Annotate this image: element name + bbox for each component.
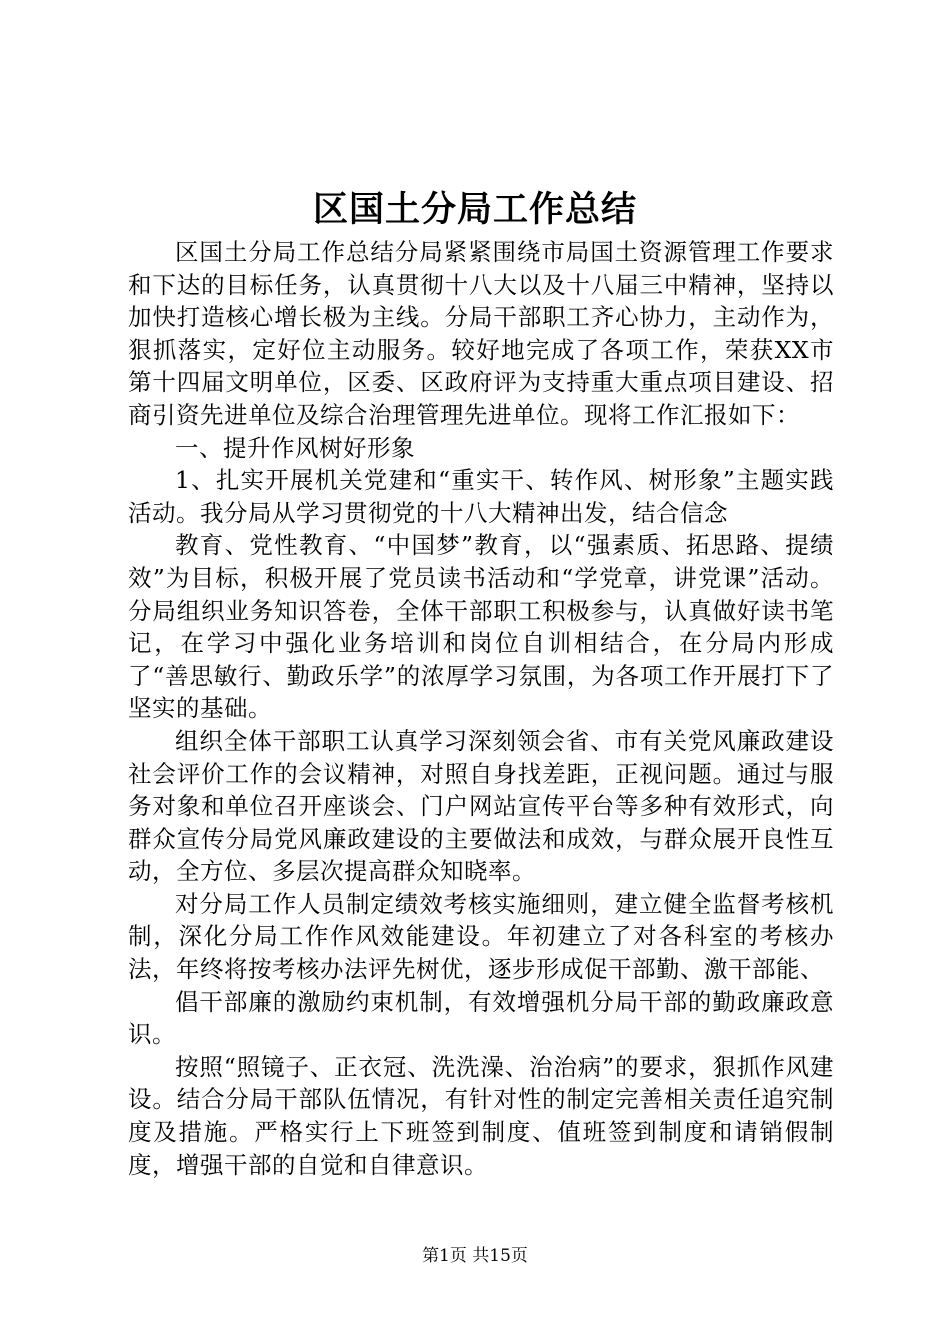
paragraph-integrity: 组织全体干部职工认真学习深刻领会省、市有关党风廉政建设社会评价工作的会议精神，对照自身找差距，正视问题。通过与服务对象和单位召开座谈会、门户网站宣传平台等多种有效形式，向群众宣传分局党风廉政建设的主要做法和成效，与群众展开良性互动，全方位、多层次提高群众知晓率。 [128, 726, 834, 886]
paragraph-intro: 区国土分局工作总结分局紧紧围绕市局国土资源管理工作要求和下达的目标任务，认真贯彻十八大以及十八届三中精神，坚持以加快打造核心增长极为主线。分局干部职工齐心协力，主动作为，狠抓落实，定好位主动服务。较好地完成了各项工作，荣获XX市第十四届文明单位，区委、区政府评为支持重大重点项目建设、招商引资先进单位及综合治理管理先进单位。现将工作汇报如下： [128, 238, 834, 429]
page-number: 第1页 共15页 [422, 1246, 528, 1266]
section-heading: 一、提升作风树好形象 [175, 433, 415, 462]
paragraph-assessment: 对分局工作人员制定绩效考核实施细则，建立健全监督考核机制，深化分局工作作风效能建设。年初建立了对各科室的考核办法，年终将按考核办法评先树优，逐步形成促干部勤、激干部能、 [128, 889, 834, 984]
document-title: 区国土分局工作总结 [312, 189, 637, 230]
paragraph-education: 教育、党性教育、“中国梦”教育，以“强素质、拓思路、提绩效”为目标，积极开展了党员读书活动和“学党章，讲党课”活动。分局组织业务知识答卷，全体干部职工积极参与，认真做好读书笔记，在学习中强化业务培训和岗位自训相结合，在分局内形成了“善思敏行、勤政乐学”的浓厚学习氛围，为各项工作开展打下了坚实的基础。 [128, 531, 834, 723]
paragraph-item-1: 1、扎实开展机关党建和“重实干、转作风、树形象”主题实践活动。我分局从学习贯彻党的十八大精神出发，结合信念 [128, 466, 834, 527]
paragraph-incentive: 倡干部廉的激励约束机制，有效增强机分局干部的勤政廉政意识。 [128, 987, 834, 1049]
document-body [128, 236, 834, 1181]
paragraph-style: 按照“照镜子、正衣冠、洗洗澡、治治病”的要求，狠抓作风建设。结合分局干部队伍情况，有针对性的制定完善相关责任追究制度及措施。严格实行上下班签到制度、值班签到制度和请销假制度，增强干部的自觉和自律意识。 [128, 1052, 834, 1179]
